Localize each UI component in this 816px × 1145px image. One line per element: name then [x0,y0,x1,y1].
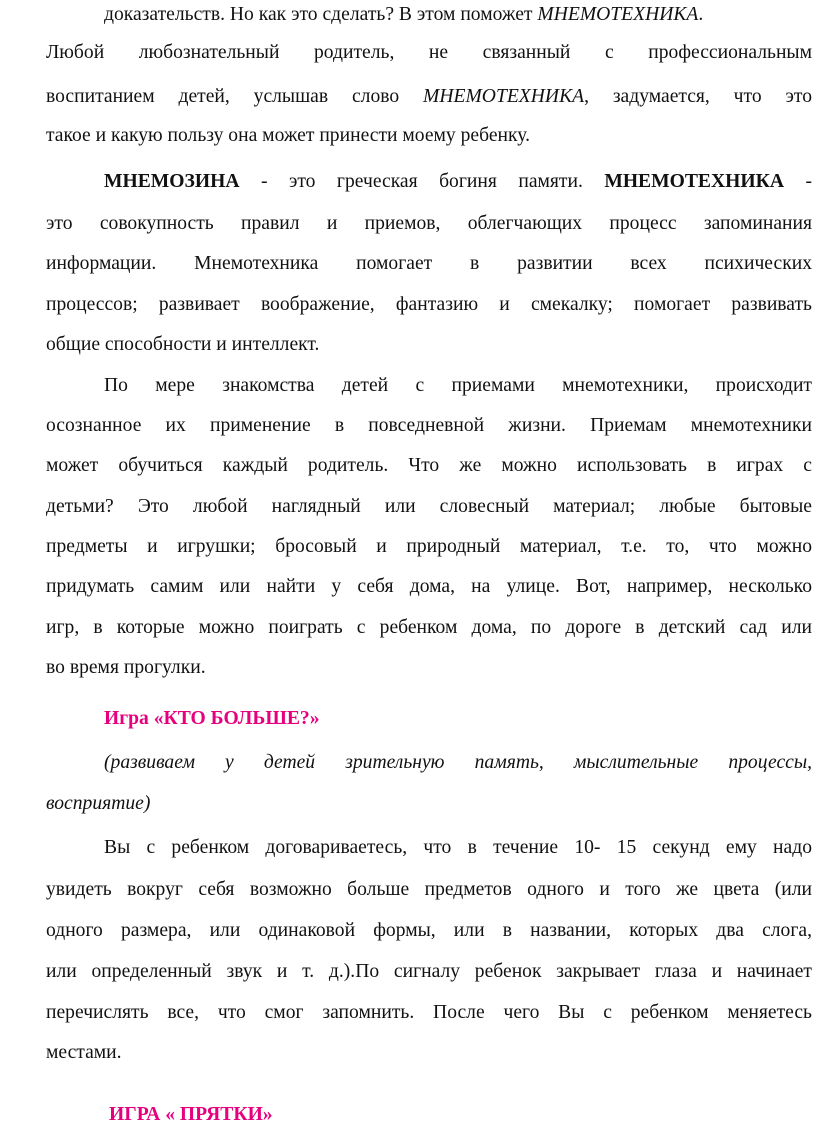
paragraph-line [104,0,812,34]
paragraph-line: Вы с ребенком договариваетесь, что в течение 10- 15 секунд ему надо [104,837,812,858]
paragraph-line [46,78,812,116]
game-subtitle: восприятие) [46,793,151,814]
term-italic: МНЕМОТЕХНИКА [423,86,585,107]
paragraph-line: одного размера, или одинаковой формы, или в названии, которых два слога, [46,920,812,941]
paragraph-line: процессов; развивает воображение, фантазию и смекалку; помогает развивать [46,294,812,315]
text-run: - это греческая богиня памяти. [239,171,605,192]
text-run: доказательств. Но как это сделать? В этом поможет [104,4,538,25]
paragraph-line: предметы и игрушки; бросовый и природный материал, т.е. то, что можно [46,536,812,557]
paragraph-line: придумать самим или найти у себя дома, на улице. Вот, например, несколько [46,576,812,597]
paragraph-line: игр, в которые можно поиграть с ребенком дома, по дороге в детский сад или [46,617,812,638]
text-run: . [698,4,704,25]
game-title: Игра «КТО БОЛЬШЕ?» [104,708,320,729]
text-run: , задумается, что это [584,86,813,107]
paragraph-line: местами. [46,1042,122,1063]
paragraph-line: увидеть вокруг себя возможно больше предметов одного и того же цвета (или [46,879,812,900]
paragraph-line: осознанное их применение в повседневной жизни. Приемам мнемотехники [46,415,812,436]
paragraph-line: общие способности и интеллект. [46,334,320,355]
paragraph-line: Любой любознательный родитель, не связанный с профессиональным [46,42,812,63]
paragraph-line: информации. Мнемотехника помогает в развитии всех психических [46,253,812,274]
term-italic: МНЕМОТЕХНИКА [537,4,699,25]
paragraph-line: перечислять все, что смог запомнить. После чего Вы с ребенком меняетесь [46,1002,812,1023]
text-run: - [784,171,812,192]
paragraph-line: может обучиться каждый родитель. Что же можно использовать в играх с [46,455,812,476]
paragraph-line: По мере знакомства детей с приемами мнемотехники, происходит [104,375,812,396]
paragraph-line: или определенный звук и т. д.).По сигналу ребенок закрывает глаза и начинает [46,961,812,982]
game-title: ИГРА « ПРЯТКИ» [109,1104,273,1125]
text-run: воспитанием детей, услышав слово [46,86,424,107]
paragraph-line: детьми? Это любой наглядный или словесный материал; любые бытовые [46,496,812,517]
term-bold: МНЕМОЗИНА [104,171,240,192]
game-subtitle: (развиваем у детей зрительную память, мыслительные процессы, [104,752,812,773]
term-bold: МНЕМОТЕХНИКА [604,171,784,192]
paragraph-line [46,163,812,201]
paragraph-line: такое и какую пользу она может принести моему ребенку. [46,125,530,146]
paragraph-line: это совокупность правил и приемов, облегчающих процесс запоминания [46,213,812,234]
paragraph-line: во время прогулки. [46,657,206,678]
